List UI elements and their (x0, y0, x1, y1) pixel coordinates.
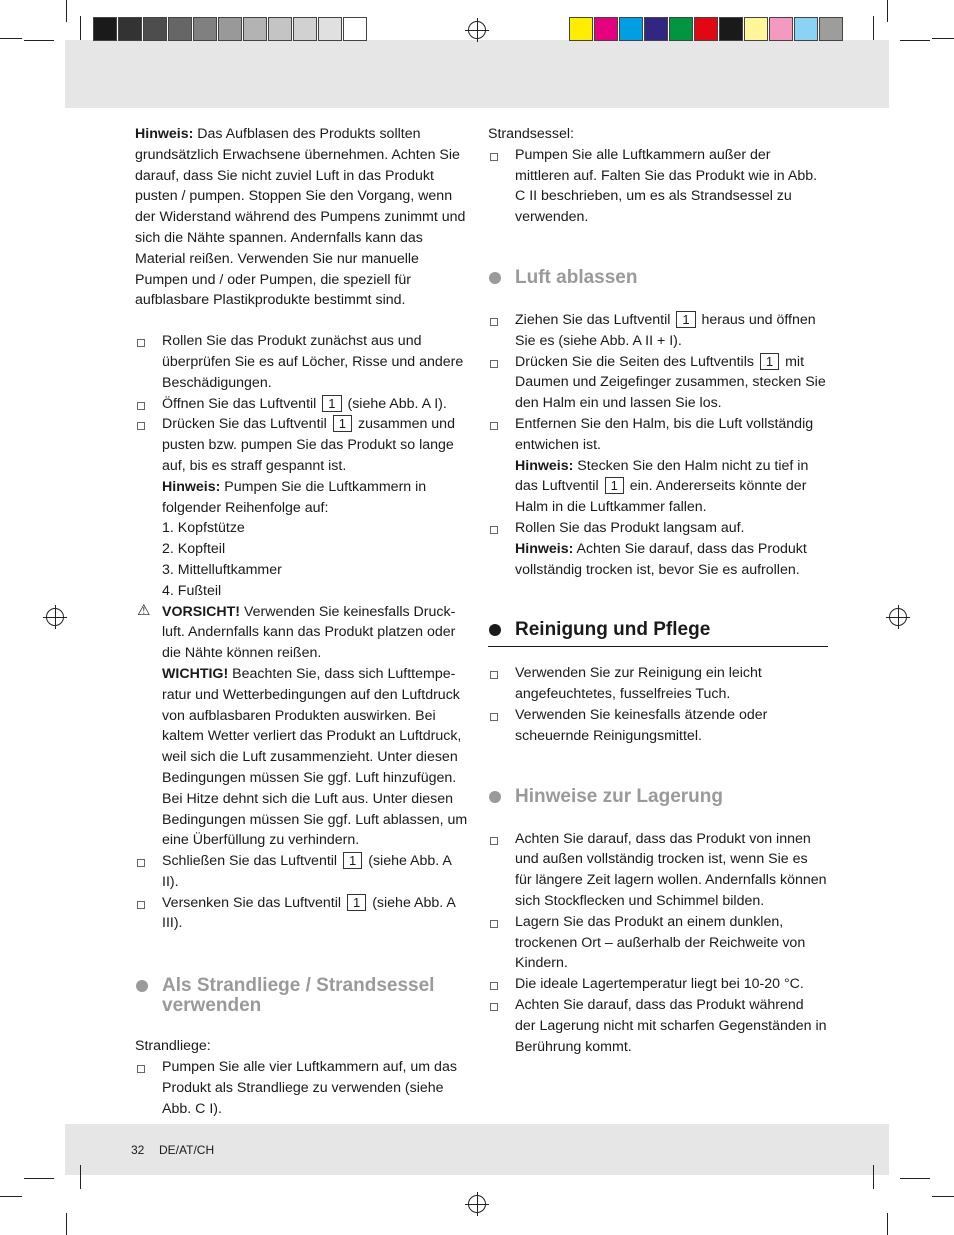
caution-note: ⚠ VORSICHT! Verwenden Sie keinesfalls Druckluft. Andernfalls kann das Produkt platzen oder die Nähte können reißen. (137, 601, 456, 662)
valve-reference: 1 (347, 894, 366, 911)
bullet-dot-icon (136, 980, 148, 992)
registration-mark-icon (46, 608, 64, 626)
list-item: Rollen Sie das Produkt langsam auf. (488, 518, 828, 539)
registration-mark-icon (889, 608, 907, 626)
list-item: Die ideale Lagertemperatur liegt bei 10-20 °C. (488, 974, 828, 995)
crop-mark (66, 0, 67, 22)
crop-mark (24, 40, 54, 41)
crop-mark (932, 38, 954, 39)
registration-mark-icon (468, 1195, 486, 1213)
color-swatch (118, 17, 142, 41)
list-item: Rollen Sie das Produkt zunächst aus und überprüfen Sie es auf Löcher, Risse und andere Beschädigungen. (135, 331, 470, 393)
color-swatch (644, 17, 668, 41)
valve-reference: 1 (343, 852, 362, 869)
crop-mark (887, 1213, 888, 1235)
list-item: Ziehen Sie das Luftventil 1 heraus und öffnen Sie es (siehe Abb. A II + I). (488, 310, 828, 352)
right-column (488, 124, 828, 1057)
sub-heading: Strandliege: (135, 1038, 211, 1055)
list-item: Verwenden Sie zur Reinigung ein leicht angefeuchtetes, fusselfreies Tuch. (488, 663, 828, 705)
process-color-bar (569, 17, 844, 43)
crop-mark (0, 38, 22, 39)
left-column (135, 124, 470, 1119)
order-note: Hinweis: Pumpen Sie die Luftkammern in folgender Reihenfolge auf: (162, 478, 427, 516)
section-heading-deflate: Luft ablassen (488, 268, 828, 288)
list-item: Drücken Sie die Seiten des Luftventils 1 mit Daumen und Zeigefinger zusammen, stecken Sie den Halm ein und lassen Sie los. (488, 352, 828, 414)
registration-mark-icon (468, 21, 486, 39)
bullet-dot-icon (489, 791, 501, 803)
color-swatch (669, 17, 693, 41)
crop-mark (0, 1196, 22, 1197)
crop-mark (873, 1165, 874, 1189)
list-item: Drücken Sie das Luftventil 1 zusammen und pusten bzw. pumpen Sie das Produkt so lange auf, bis es straff gespannt ist. (135, 414, 470, 476)
crop-mark (900, 40, 930, 41)
list-item: Verwenden Sie keinesfalls ätzende oder scheuernde Reinigungsmittel. (488, 705, 828, 747)
header-band (65, 40, 889, 108)
order-step: 2. Kopfteil (162, 541, 226, 558)
color-swatch (218, 17, 242, 41)
list-item: Entfernen Sie den Halm, bis die Luft vollständig entwichen ist. (488, 414, 828, 456)
list-item: Achten Sie darauf, dass das Produkt von innen und außen vollständig trocken ist, wenn Sie es für längere Zeit lagern wollen. Andernfalls können sich Stockflecken und Schimmel bilden. (488, 829, 828, 912)
locale-label: DE/AT/CH (159, 1143, 215, 1157)
valve-reference: 1 (605, 477, 624, 494)
color-swatch (594, 17, 618, 41)
bullet-dot-icon (489, 272, 501, 284)
grayscale-color-bar (93, 17, 368, 43)
color-swatch (268, 17, 292, 41)
dry-note: Hinweis: Achten Sie darauf, dass das Produkt vollständig trocken ist, bevor Sie es aufrollen. (515, 540, 807, 578)
crop-mark (80, 16, 81, 40)
bullet-dot-icon (489, 624, 501, 636)
color-swatch (193, 17, 217, 41)
warning-triangle-icon: ⚠ (137, 601, 151, 619)
straw-note: Hinweis: Stecken Sie den Halm nicht zu tief in das Luftventil 1 ein. Andererseits könnte der Halm in die Luftkammer fallen. (515, 457, 809, 516)
list-item: Schließen Sie das Luftventil 1 (siehe Abb. A II). (135, 851, 470, 893)
color-swatch (143, 17, 167, 41)
valve-reference: 1 (333, 415, 352, 432)
sub-heading: Strandsessel: (488, 126, 574, 142)
color-swatch (93, 17, 117, 41)
color-swatch (569, 17, 593, 41)
section-heading-beach-use: Als Strandliege / Strandsessel verwenden (135, 976, 470, 1016)
section-heading-storage: Hinweise zur Lagerung (488, 787, 828, 807)
valve-reference: 1 (322, 395, 341, 412)
crop-mark (24, 1178, 54, 1179)
valve-reference: 1 (760, 353, 779, 370)
color-swatch (168, 17, 192, 41)
color-swatch (819, 17, 843, 41)
crop-mark (80, 1165, 81, 1189)
list-item: Achten Sie darauf, dass das Produkt während der Lagerung nicht mit scharfen Gegenständen in Berührung kommt. (488, 995, 828, 1057)
important-note: WICHTIG! Beachten Sie, dass sich Lufttemperatur und Wetterbedingungen auf den Luftdruck von aufblasbaren Produkten auswirken. Bei kaltem Wetter verliert das Produkt an Luftdruck, weil sich die Luft zusammenzieht. Unter diesen Bedingungen müssen Sie ggf. Luft hinzufügen. Bei Hitze dehnt sich die Luft aus. Unter diesen Bedingungen müssen Sie ggf. Luft ablassen, um eine Überfüllung zu verhindern. (162, 665, 468, 849)
color-swatch (694, 17, 718, 41)
color-swatch (769, 17, 793, 41)
crop-mark (66, 1213, 67, 1235)
color-swatch (719, 17, 743, 41)
list-item: Pumpen Sie alle Luftkammern außer der mittleren auf. Falten Sie das Produkt wie in Abb. C II beschrieben, um es als Strandsessel zu verwenden. (488, 145, 828, 228)
color-swatch (794, 17, 818, 41)
crop-mark (873, 16, 874, 40)
page-number: 32 (131, 1143, 145, 1157)
order-step: 4. Fußteil (162, 582, 222, 599)
crop-mark (900, 1178, 930, 1179)
color-swatch (318, 17, 342, 41)
order-step: 3. Mittelluftkammer (162, 561, 282, 578)
color-swatch (343, 17, 367, 41)
color-swatch (619, 17, 643, 41)
color-swatch (293, 17, 317, 41)
color-swatch (744, 17, 768, 41)
crop-mark (932, 1196, 954, 1197)
section-heading-cleaning: Reinigung und Pflege (488, 620, 828, 647)
order-step: 1. Kopfstütze (162, 520, 245, 537)
list-item: Pumpen Sie alle vier Luftkammern auf, um das Produkt als Strandliege zu verwenden (siehe Abb. C I). (135, 1057, 470, 1119)
list-item: Versenken Sie das Luftventil 1 (siehe Abb. A III). (135, 893, 470, 935)
crop-mark (887, 0, 888, 22)
color-swatch (243, 17, 267, 41)
valve-reference: 1 (676, 311, 695, 328)
list-item: Lagern Sie das Produkt an einem dunklen, trockenen Ort – außerhalb der Reichweite von Kindern. (488, 912, 828, 974)
inflation-note: Hinweis: Das Aufblasen des Produkts sollten grundsätzlich Erwachsene übernehmen. Achten Sie darauf, dass Sie nicht zuviel Luft in das Produkt pusten / pumpen. Stoppen Sie den Vorgang, wenn der Widerstand während des Pumpens zunimmt und sich die Nähte spannen. Andernfalls kann das Material reißen. Verwenden Sie nur manuelle Pumpen und / oder Pumpen, die speziell für aufblasbare Plastikprodukte bestimmt sind. (135, 126, 466, 309)
list-item: Öffnen Sie das Luftventil 1 (siehe Abb. A I). (135, 394, 470, 415)
